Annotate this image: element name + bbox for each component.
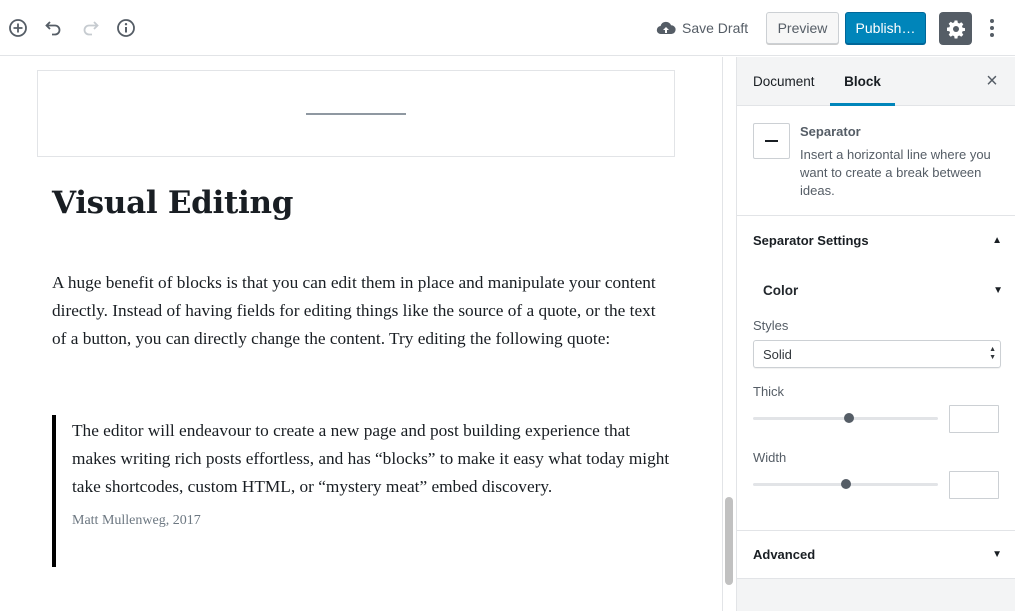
- advanced-toggle[interactable]: [737, 530, 1015, 578]
- select-arrows-icon: ▲ ▼: [989, 346, 996, 361]
- save-draft-button[interactable]: [656, 16, 748, 40]
- thick-label: Thick: [753, 384, 785, 399]
- undo-icon[interactable]: [40, 14, 68, 42]
- tab-document[interactable]: Document: [753, 74, 815, 89]
- cloud-upload-icon: [656, 20, 676, 36]
- sidebar-tabs: [737, 57, 1015, 106]
- block-description: Insert a horizontal line where you want to create a break between ideas.: [800, 147, 991, 198]
- sidebar-footer-area: [737, 578, 1015, 611]
- separator-icon: [753, 123, 790, 159]
- close-icon[interactable]: ×: [986, 69, 998, 92]
- plus-circle-icon[interactable]: [4, 14, 32, 42]
- block-title: Separator: [800, 124, 861, 139]
- heading-block[interactable]: Visual Editing: [52, 185, 294, 221]
- styles-select-value: Solid: [763, 346, 792, 362]
- redo-icon[interactable]: [76, 14, 104, 42]
- tab-block[interactable]: Block: [830, 57, 895, 106]
- editor-toolbar: [0, 0, 1015, 56]
- more-dot: [990, 33, 994, 37]
- chevron-up-icon: ▲: [992, 234, 1002, 246]
- settings-sidebar: [736, 57, 1015, 611]
- separator-block[interactable]: [37, 70, 675, 157]
- separator-settings-title: Separator Settings: [753, 232, 869, 248]
- color-settings-title: Color: [763, 282, 799, 298]
- thick-input[interactable]: [949, 405, 999, 433]
- chevron-down-icon: ▼: [993, 284, 1003, 296]
- save-draft-label: Save Draft: [682, 20, 749, 36]
- gear-icon: [946, 19, 966, 39]
- paragraph-block[interactable]: A huge benefit of blocks is that you can edit them in place and manipulate your content directly. Instead of having fields for editing things like the source of a quote, or the text of a button, you can directly change the content. Try editing the following quote:: [52, 273, 656, 348]
- thick-slider[interactable]: [753, 417, 938, 420]
- info-icon[interactable]: [112, 14, 140, 42]
- preview-button[interactable]: Preview: [766, 12, 839, 44]
- settings-button[interactable]: [939, 12, 972, 45]
- chevron-down-icon: ▼: [992, 548, 1002, 560]
- more-vertical-icon: [990, 19, 994, 23]
- publish-button[interactable]: Publish…: [845, 12, 926, 44]
- width-input[interactable]: [949, 471, 999, 499]
- advanced-title: Advanced: [753, 546, 816, 562]
- editor-scrollbar-thumb[interactable]: [725, 497, 733, 585]
- width-slider-handle[interactable]: [841, 479, 851, 489]
- block-card: [737, 106, 1015, 216]
- quote-text[interactable]: The editor will endeavour to create a new page and post building experience that makes writing rich posts effortless, and has “blocks” to make it easy what today might take shortcodes, custom HTML, or “mystery meat” embed discovery.: [72, 421, 670, 496]
- more-dot: [990, 26, 994, 30]
- separator-line: [306, 113, 406, 115]
- color-settings-toggle[interactable]: [753, 276, 1003, 304]
- separator-settings-toggle[interactable]: [737, 216, 1015, 264]
- width-label: Width: [753, 450, 787, 465]
- styles-label: Styles: [753, 318, 789, 333]
- quote-citation[interactable]: Matt Mullenweg, 2017: [72, 513, 201, 528]
- more-options-button[interactable]: [982, 14, 1002, 42]
- styles-select[interactable]: [753, 340, 1001, 368]
- editor-canvas[interactable]: [0, 57, 722, 611]
- thick-slider-handle[interactable]: [844, 413, 854, 423]
- quote-block[interactable]: [52, 415, 672, 567]
- width-slider[interactable]: [753, 483, 938, 486]
